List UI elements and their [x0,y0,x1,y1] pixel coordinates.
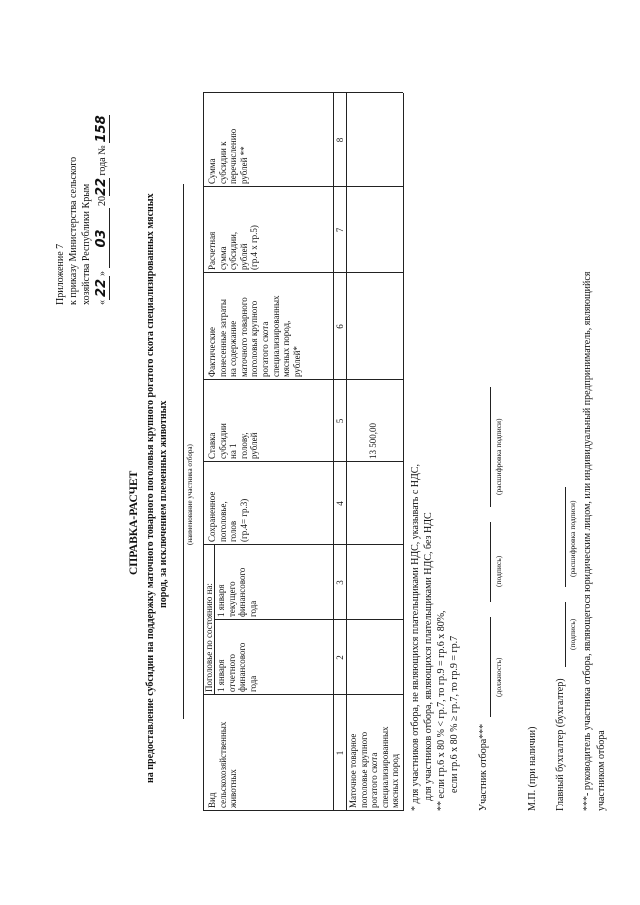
appendix-number: Приложение 7 [55,243,66,305]
note-vat-1: * для участников отбора, не являющихся плательщиками НДС, указывать с НДС, [410,464,421,811]
header-subsidy-rate: Ставка субсидии на 1 голову, рублей [207,423,260,459]
column-number: 8 [335,137,345,143]
header-preserved-livestock: Сохраненное поголовье, голов (гр.4= гр.3) [207,491,249,542]
header-livestock-prev-year: 1 января отчетного финансового года [216,642,258,692]
row-animal-type: Маточное товарное поголовье крупного рогатого скота специализированных мясных пород [348,726,401,808]
appendix-ministry-line: хозяйства Республики Крым [81,183,92,305]
participant-label: Участник отбора*** [478,723,489,811]
header-subsidy-to-transfer: Сумма субсидии к перечислению рублей ** [207,128,249,184]
handwritten-month: 03 [94,209,110,269]
note-formula-2: если гр.6 х 80 % ≥ гр.7, то гр.9 = гр.7 [449,635,460,793]
signature-line[interactable] [490,522,491,602]
footnote-line2: участником отбора [596,730,607,811]
position-line[interactable] [490,617,491,717]
document-title: СПРАВКА-РАСЧЕТ [128,470,140,575]
column-number: 3 [335,580,345,585]
column-number: 6 [335,324,345,329]
footnote-line1: ***- руководитель участника отбора, являющегося юридическим лицом, или индивидуальный предприниматель, являющийся [582,271,593,811]
column-number: 5 [335,418,345,424]
caption-position: (должность) [494,657,503,697]
document-subtitle-line1: на предоставление субсидии на поддержку маточного товарного поголовья крупного рогатого скота специализированных мясных [145,193,156,783]
header-calculated-subsidy: Расчетная сумма субсидии, рублей (гр.4 х гр.5) [207,225,260,270]
header-livestock-group: Поголовье по состоянию на: [204,583,214,692]
handwritten-year: 22 [94,177,109,196]
participant-name-line [183,184,184,719]
note-formula-1: ** если гр.6 х 80 % < гр.7, то гр.9 = гр.6 х 80%, [436,610,447,811]
accountant-signature-line[interactable] [565,602,566,667]
header-actual-costs: Фактические понесенные затраты на содержание маточного товарного поголовья крупного рогатого скота специализированных мясных пород, рублей* [207,295,302,377]
column-number: 7 [335,227,345,233]
stamp-place-label: М.П. (при наличии) [527,726,538,811]
handwritten-order-number: 158 [94,115,109,143]
accountant-decode-line[interactable] [565,487,566,587]
caption-signature-decode: (расшифровка подписи) [494,418,503,495]
column-number: 4 [335,501,345,506]
appendix-order-line: к приказу Министерства сельского [68,156,79,305]
handwritten-day: 22 [94,276,110,300]
accountant-caption-signature: (подпись) [568,618,577,650]
appendix-date-line: «22» 03 2022 года № 158 [94,115,109,305]
accountant-caption-decode: (расшифровка подписи) [568,500,577,577]
accountant-label: Главный бухгалтер (бухгалтер) [555,678,566,811]
row-subsidy-rate: 13 500,00 [368,423,378,459]
document-subtitle-line2: пород, за исключением племенных животных [158,400,169,608]
caption-signature: (подпись) [494,555,503,587]
column-number: 2 [335,655,345,660]
header-animal-type: Вид сельскохозяйственных животных [207,721,239,808]
signature-decode-line[interactable] [490,387,491,507]
header-livestock-current-year: 1 января текущего финансового года [216,567,258,617]
participant-caption: (наименование участника отбора) [186,444,194,545]
note-vat-2: для участников отбора, являющихся плательщиками НДС, без НДС [423,512,434,801]
column-number: 1 [335,750,345,756]
